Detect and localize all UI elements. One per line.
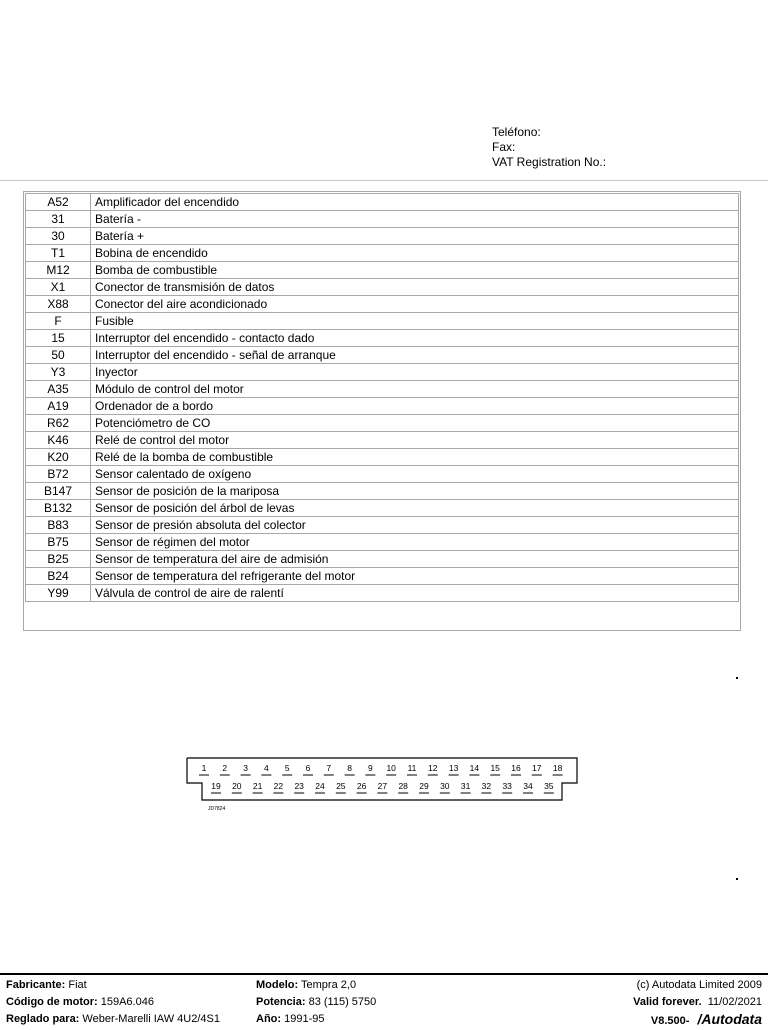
modelo-label: Modelo: — [256, 979, 299, 991]
legend-description: Sensor de presión absoluta del colector — [91, 517, 739, 534]
legend-row — [26, 245, 739, 262]
legend-code: 15 — [26, 330, 91, 347]
legend-row — [26, 534, 739, 551]
legend-description: Interruptor del encendido - contacto dado — [91, 330, 739, 347]
pin-number: 1 — [201, 763, 207, 773]
legend-row — [26, 194, 739, 211]
legend-row — [26, 585, 739, 602]
legend-description: Inyector — [91, 364, 739, 381]
potencia-value: 83 (115) 5750 — [308, 996, 377, 1008]
pin-number: 11 — [407, 763, 417, 773]
telefono-label: Teléfono: — [492, 125, 541, 139]
legend-row — [26, 517, 739, 534]
codigo-value: 159A6.046 — [100, 996, 154, 1008]
pin-number: 3 — [243, 763, 248, 773]
pin-number: 15 — [490, 763, 500, 773]
legend-description: Relé de control del motor — [91, 432, 739, 449]
pin-number: 22 — [273, 781, 284, 791]
fabricante-value: Fiat — [68, 979, 87, 991]
header-divider — [0, 180, 768, 181]
legend-code: B75 — [26, 534, 91, 551]
legend-code: B132 — [26, 500, 91, 517]
contact-block — [492, 125, 606, 170]
legend-code: 31 — [26, 211, 91, 228]
pin-number: 28 — [398, 781, 408, 791]
connector-pinout — [186, 756, 578, 814]
legend-code: K46 — [26, 432, 91, 449]
top-pin-row — [199, 763, 563, 775]
reglado-label: Reglado para: — [6, 1013, 80, 1025]
legend-row — [26, 381, 739, 398]
legend-description: Sensor de temperatura del aire de admisión — [91, 551, 739, 568]
pin-number: 33 — [502, 781, 512, 791]
legend-row — [26, 347, 739, 364]
pin-number: 29 — [419, 781, 429, 791]
pin-number: 20 — [232, 781, 242, 791]
pin-number: 6 — [305, 763, 311, 773]
legend-description: Relé de la bomba de combustible — [91, 449, 739, 466]
legend-code: R62 — [26, 415, 91, 432]
legend-description: Amplificador del encendido — [91, 194, 739, 211]
pin-number: 17 — [532, 763, 542, 773]
legend-row — [26, 211, 739, 228]
connector-reference: JD7824 — [208, 806, 226, 812]
legend-row — [26, 551, 739, 568]
legend-description: Sensor de temperatura del refrigerante del motor — [91, 568, 739, 585]
codigo-label: Código de motor: — [6, 996, 98, 1008]
version-text: V8.500- — [650, 1015, 690, 1027]
legend-row — [26, 483, 739, 500]
pin-number: 7 — [326, 763, 332, 773]
legend-code: B83 — [26, 517, 91, 534]
legend-code: 50 — [26, 347, 91, 364]
fabricante-label: Fabricante: — [6, 979, 66, 991]
legend-description: Conector del aire acondicionado — [91, 296, 739, 313]
legend-description: Interruptor del encendido - señal de arranque — [91, 347, 739, 364]
ano-label: Año: — [256, 1013, 282, 1025]
legend-description: Batería + — [91, 228, 739, 245]
legend-code: 30 — [26, 228, 91, 245]
pin-number: 16 — [511, 763, 521, 773]
ano-value: 1991-95 — [284, 1013, 325, 1025]
pin-number: 10 — [386, 763, 396, 773]
pin-number: 31 — [460, 781, 471, 791]
legend-code: B72 — [26, 466, 91, 483]
legend-description: Sensor de posición de la mariposa — [91, 483, 739, 500]
copyright-text: (c) Autodata Limited 2009 — [636, 979, 762, 991]
legend-description: Ordenador de a bordo — [91, 398, 739, 415]
pin-number: 23 — [294, 781, 304, 791]
legend-code: A19 — [26, 398, 91, 415]
pin-number: 8 — [347, 763, 352, 773]
pin-number: 27 — [377, 781, 388, 791]
pin-number: 9 — [368, 763, 373, 773]
pin-number: 34 — [523, 781, 533, 791]
modelo-value: Tempra 2,0 — [301, 979, 357, 991]
legend-code: A35 — [26, 381, 91, 398]
pin-number: 14 — [469, 763, 480, 773]
reglado-value: Weber-Marelli IAW 4U2/4S1 — [82, 1013, 220, 1025]
legend-code: X1 — [26, 279, 91, 296]
legend-code: M12 — [26, 262, 91, 279]
pin-number: 13 — [448, 763, 459, 773]
legend-row — [26, 449, 739, 466]
legend-description: Conector de transmisión de datos — [91, 279, 739, 296]
legend-code: T1 — [26, 245, 91, 262]
pin-number: 4 — [264, 763, 269, 773]
legend-row — [26, 228, 739, 245]
legend-code: Y99 — [26, 585, 91, 602]
fax-label: Fax: — [492, 140, 516, 154]
legend-code: Y3 — [26, 364, 91, 381]
legend-row — [26, 398, 739, 415]
legend-code: B147 — [26, 483, 91, 500]
legend-description: Fusible — [91, 313, 739, 330]
legend-row — [26, 415, 739, 432]
legend-row — [26, 568, 739, 585]
legend-code: F — [26, 313, 91, 330]
connector-diagram — [186, 756, 578, 814]
legend-description: Sensor de régimen del motor — [91, 534, 739, 551]
potencia-label: Potencia: — [256, 996, 306, 1008]
pin-number: 35 — [544, 781, 554, 791]
footer-publisher-info — [633, 977, 762, 1030]
component-legend-table — [23, 191, 741, 631]
legend-row — [26, 313, 739, 330]
legend-row — [26, 262, 739, 279]
autodata-logo: /Autodata — [697, 1011, 762, 1027]
pin-number: 24 — [315, 781, 325, 791]
legend-body — [26, 194, 739, 602]
legend-row — [26, 466, 739, 483]
pin-number: 30 — [440, 781, 450, 791]
pin-number: 26 — [356, 781, 367, 791]
pin-number: 18 — [552, 763, 563, 773]
pin-number: 2 — [222, 763, 228, 773]
legend-row — [26, 432, 739, 449]
pin-number: 21 — [252, 781, 263, 791]
pin-number: 25 — [336, 781, 346, 791]
pin-number: 19 — [211, 781, 221, 791]
valid-date: 11/02/2021 — [707, 996, 762, 1008]
vat-label: VAT Registration No.: — [492, 155, 607, 169]
legend-description: Módulo de control del motor — [91, 381, 739, 398]
legend-code: B25 — [26, 551, 91, 568]
legend-description: Válvula de control de aire de ralentí — [91, 585, 739, 602]
legend-code: A52 — [26, 194, 91, 211]
legend-row — [26, 330, 739, 347]
legend-code: X88 — [26, 296, 91, 313]
legend-description: Sensor de posición del árbol de levas — [91, 500, 739, 517]
legend-code: B24 — [26, 568, 91, 585]
legend-description: Bobina de encendido — [91, 245, 739, 262]
legend-code: K20 — [26, 449, 91, 466]
legend-description: Bomba de combustible — [91, 262, 739, 279]
legend-description: Potenciómetro de CO — [91, 415, 739, 432]
legend-description: Batería - — [91, 211, 739, 228]
footer-vehicle-info — [6, 977, 220, 1028]
legend-row — [26, 364, 739, 381]
legend-description: Sensor calentado de oxígeno — [91, 466, 739, 483]
footer — [0, 973, 768, 1027]
legend-row — [26, 296, 739, 313]
page-dot — [736, 878, 738, 880]
bottom-pin-row — [211, 781, 554, 793]
footer-model-info — [256, 977, 376, 1028]
legend-row — [26, 500, 739, 517]
pin-number: 32 — [481, 781, 492, 791]
pin-number: 5 — [284, 763, 290, 773]
valid-label: Valid forever. — [633, 996, 702, 1008]
page-dot — [736, 677, 738, 679]
legend-row — [26, 279, 739, 296]
pin-number: 12 — [428, 763, 438, 773]
